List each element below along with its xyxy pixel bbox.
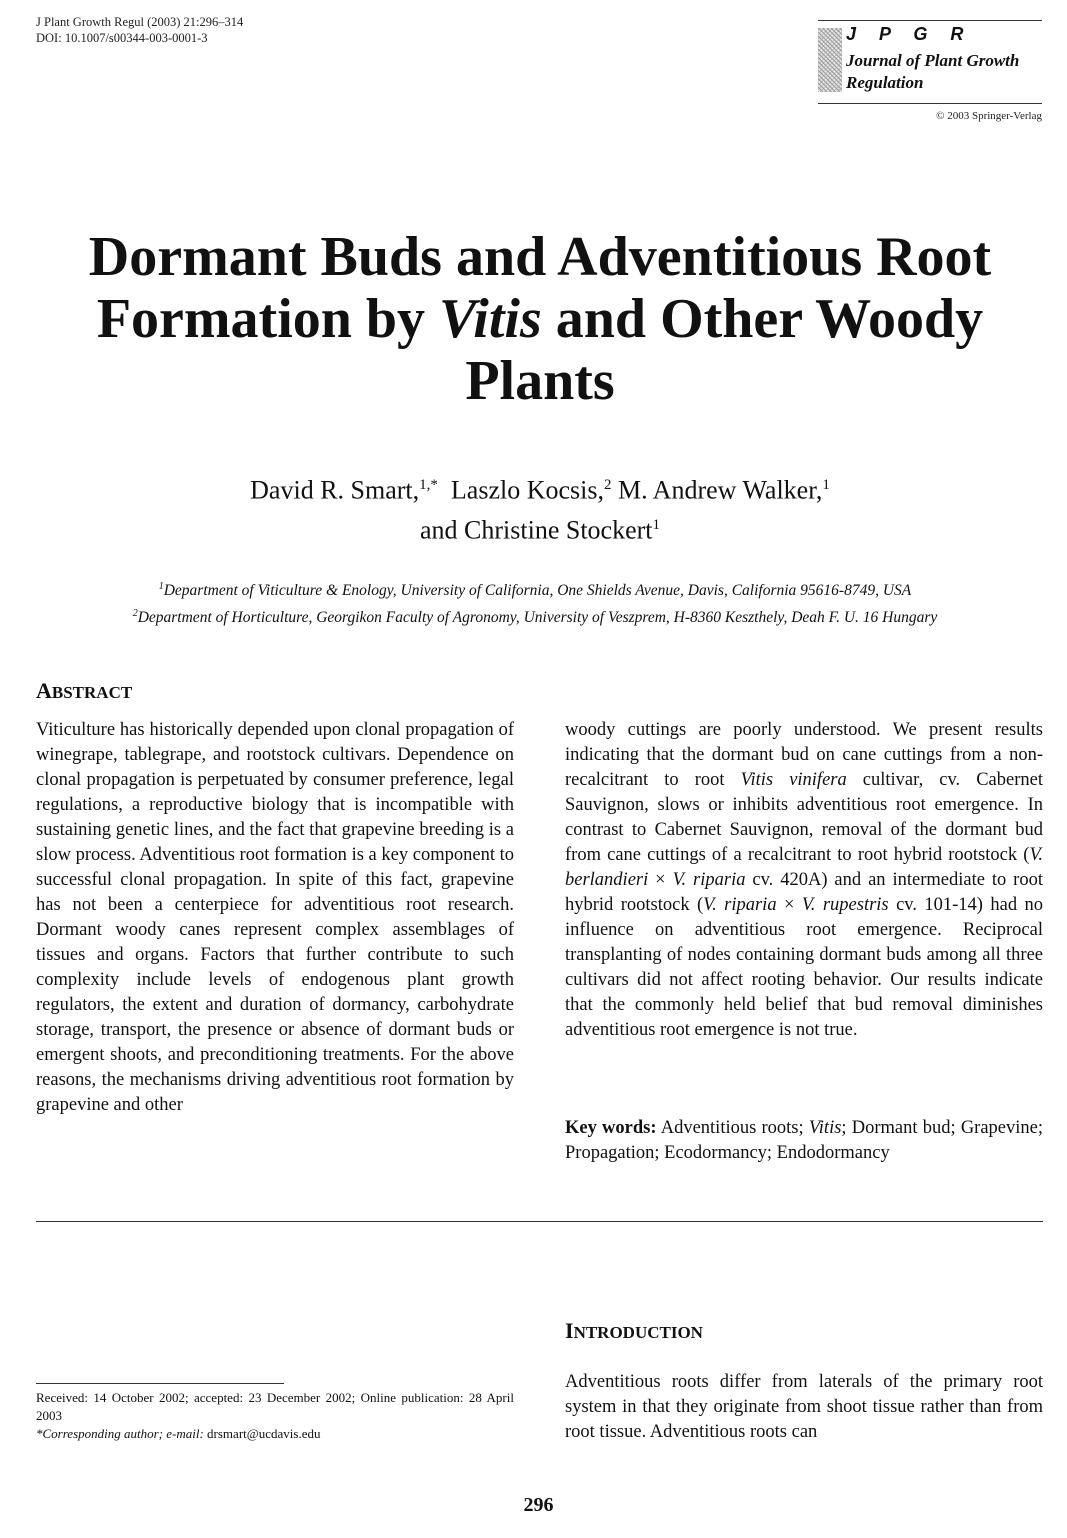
logo-pattern-icon: [818, 28, 842, 92]
species-name: Vitis vinifera: [740, 770, 847, 790]
abstract-text: cultivar, cv. Cabernet Sauvignon, slows or inhibits adventitious root emergence. In contrast to Cabernet Sauvignon, removal of the dormant bud from cane cuttings of a recalcitrant to root hybrid rootstock (: [565, 770, 1043, 865]
affiliation-text: Department of Horticulture, Georgikon Faculty of Agronomy, University of Veszprem, H-8360 Keszthely, Deah F. U. 16 Hungary: [137, 609, 938, 627]
affiliation-mark: 1: [158, 581, 164, 592]
affiliations: [20, 575, 1050, 629]
journal-logo: [818, 20, 1042, 104]
affiliation-line: [20, 575, 1050, 602]
abstract-text: cv. 420A) and an intermediate to root hybrid rootstock (: [565, 870, 1043, 915]
keywords: [565, 1116, 1043, 1166]
author-email: drsmart@ucdavis.edu: [203, 1426, 321, 1441]
journal-name: Journal of Plant Growth Regulation: [846, 51, 1020, 92]
abstract-text: woody cuttings are poorly understood. We present results indicating that the dormant bud on cane cuttings from a non-recalcitrant to root: [565, 720, 1043, 790]
keywords-label: Key words:: [565, 1118, 657, 1138]
affiliation-line: [20, 602, 1050, 629]
copyright: © 2003 Springer-Verlag: [936, 110, 1042, 122]
abstract-heading: [36, 678, 132, 704]
journal-abbreviation: J P G R: [846, 24, 973, 44]
title-part: Dormant Buds and Adventitious Root Formation by: [88, 226, 992, 350]
author-affiliation-mark: 2: [604, 477, 612, 493]
citation-line: J Plant Growth Regul (2003) 21:296–314: [36, 15, 244, 29]
heading-rest: BSTRACT: [51, 683, 133, 702]
title-italic: Vitis: [439, 288, 542, 350]
heading-rest: NTRODUCTION: [573, 1323, 703, 1342]
author-name: David R. Smart,: [250, 475, 420, 505]
corresponding-author: [36, 1425, 514, 1443]
abstract-text: ×: [776, 895, 802, 915]
logo-top-rule: [818, 20, 1042, 21]
keywords-text: ; Dormant bud; Grapevine; Propagation; Ecodormancy; Endodormancy: [565, 1118, 1043, 1163]
page-number: 296: [523, 1494, 554, 1516]
article-title: [20, 226, 1060, 412]
abstract-column-right: [565, 718, 1043, 1043]
logo-bottom-rule: [818, 103, 1042, 104]
author-name: Laszlo Kocsis,: [450, 475, 604, 505]
keyword-italic: Vitis: [808, 1118, 842, 1138]
author-name: and Christine Stockert: [419, 515, 653, 545]
introduction-text: Adventitious roots differ from laterals of the primary root system in that they originate from shoot tissue rather than from root tissue. Adventitious roots can: [565, 1372, 1043, 1442]
species-name: V. berlandieri: [565, 845, 1043, 890]
abstract-text: cv. 101-14) had no influence on adventitious root emergence. Reciprocal transplanting of nodes containing dormant buds among all three cultivars did not affect rooting behavior. Our results indicate that the commonly held belief that bud removal diminishes adventitious root emergence is not true.: [565, 895, 1044, 1040]
title-part: and Other Woody Plants: [465, 288, 984, 412]
affiliation-text: Department of Viticulture & Enology, University of California, One Shields Avenue, Davis, California 95616-8749, USA: [163, 582, 912, 600]
author-list: [100, 468, 980, 547]
affiliation-mark: 2: [132, 608, 138, 620]
section-divider: [36, 1221, 1043, 1222]
heading-initial: A: [36, 678, 52, 703]
keywords-text: Adventitious roots;: [656, 1118, 809, 1138]
heading-initial: I: [565, 1318, 574, 1343]
corresponding-label: *Corresponding author; e-mail:: [36, 1426, 204, 1441]
citation-block: [36, 14, 243, 46]
author-affiliation-mark: 1,*: [419, 477, 438, 493]
introduction-heading: [565, 1318, 703, 1344]
doi-line: DOI: 10.1007/s00344-003-0001-3: [36, 31, 208, 45]
abstract-column-left: Viticulture has historically depended upon clonal propagation of winegrape, tablegrape, and rootstock cultivars. Dependence on clonal propagation is perpetuated by consumer preference, legal regulations, a reproductive biology that is incompatible with sustaining genetic lines, and the fact that grapevine breeding is a slow process. Adventitious root formation is a key component to successful clonal propagation. In spite of this fact, grapevine has not been a centerpiece for adventitious root research. Dormant woody canes represent complex assemblages of tissues and organs. Factors that further contribute to such complexity include levels of endogenous plant growth regulators, the extent and duration of dormancy, carbohydrate storage, transport, the presence or absence of dormant buds or emergent shoots, and preconditioning treatments. For the above reasons, the mechanisms driving adventitious root formation by grapevine and other: [36, 720, 514, 1115]
abstract-text: ×: [648, 870, 673, 890]
species-name: V. riparia: [703, 895, 777, 915]
footnote: [36, 1389, 514, 1443]
footnote-rule: [36, 1383, 284, 1384]
author-name: M. Andrew Walker,: [618, 475, 823, 505]
species-name: V. rupestris: [801, 895, 889, 915]
author-affiliation-mark: 1: [822, 477, 830, 493]
species-name: V. riparia: [672, 870, 746, 890]
received-dates: Received: 14 October 2002; accepted: 23 December 2002; Online publication: 28 April 2003: [36, 1390, 514, 1423]
author-affiliation-mark: 1: [652, 516, 660, 533]
